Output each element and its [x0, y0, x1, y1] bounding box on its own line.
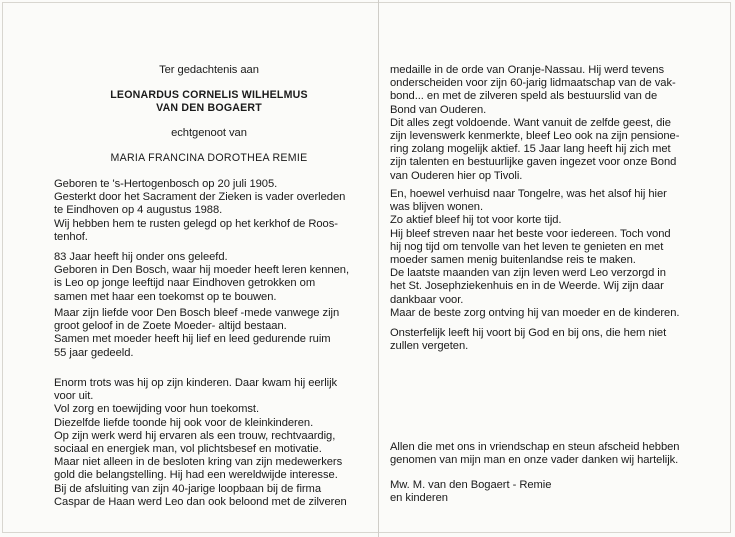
text-line: onderscheiden voor zijn 60-jarig lidmaatschap van de vak- — [390, 77, 676, 90]
text-line: Bond van Ouderen. — [390, 103, 487, 116]
text-line: gold die belangstelling. Hij had een wereldwijde interesse. — [54, 469, 338, 482]
text-line: Dit alles zegt voldoende. Want vanuit de zelfde geest, die — [390, 116, 671, 129]
text-line: Geboren te 's-Hertogenbosch op 20 juli 1905. — [54, 178, 278, 190]
text-line: 83 Jaar heeft hij onder ons geleefd. — [54, 251, 228, 263]
text-line: Maar zijn liefde voor Den Bosch bleef -mede vanwege zijn — [54, 307, 340, 319]
intro-text: Ter gedachtenis aan — [159, 64, 259, 76]
text-line: het St. Josephziekenhuis en in de Weerde. Wij zijn daar — [390, 280, 664, 293]
text-line: zullen vergeten. — [390, 340, 469, 353]
text-line: voor uit. — [54, 390, 94, 403]
text-line: zijn talenten en bestuurlijke gaven ingezet voor onze Bond — [390, 156, 677, 169]
paragraph-family-work — [54, 377, 364, 509]
text-line: hij nog tijd om tenvolle van het leven te genieten en met — [390, 240, 664, 253]
text-line: medaille in de orde van Oranje-Nassau. Hij werd tevens — [390, 64, 665, 76]
paragraph-closing — [390, 327, 718, 353]
text-line: moeder samen menig buitenlandse reis te maken. — [390, 254, 636, 267]
text-line: samen met haar een toekomst op te bouwen. — [54, 290, 277, 303]
text-line: is Leo op jonge leeftijd naar Eindhoven getrokken om — [54, 277, 316, 290]
text-line: Gesterkt door het Sacrament der Zieken is vader overleden — [54, 191, 346, 204]
text-line: Maar de beste zorg ontving hij van moeder en de kinderen. — [390, 306, 680, 319]
deceased-name-line1: LEONARDUS CORNELIS WILHELMUS — [110, 89, 308, 101]
text-line: te Eindhoven op 4 augustus 1988. — [54, 204, 223, 217]
signature — [390, 479, 718, 505]
text-line: Op zijn werk werd hij ervaren als een trouw, rechtvaardig, — [54, 429, 336, 442]
signature-name: Mw. M. van den Bogaert - Remie — [390, 479, 552, 491]
spouse-name: MARIA FRANCINA DOROTHEA REMIE — [110, 152, 308, 164]
text-line: was blijven wonen. — [390, 201, 484, 214]
text-line: En, hoewel verhuisd naar Tongelre, was het alsof hij hier — [390, 188, 667, 200]
text-line: De laatste maanden van zijn leven werd Leo verzorgd in — [390, 267, 666, 280]
text-line: Allen die met ons in vriendschap en steun afscheid hebben — [390, 441, 680, 453]
text-line: Zo aktief bleef hij tot voor korte tijd. — [390, 214, 562, 227]
paragraph-birth-death — [54, 178, 364, 244]
text-line: genomen van mijn man en onze vader danken wij hartelijk. — [390, 454, 679, 467]
text-line: 55 jaar gedeeld. — [54, 346, 134, 359]
text-line: Caspar de Haan werd Leo dan ook beloond met de zilveren — [54, 495, 347, 508]
card-fold-line — [378, 0, 379, 537]
text-line: Wij hebben hem te rusten gelegd op het kerkhof de Roos- — [54, 217, 338, 230]
paragraph-honours — [390, 64, 718, 183]
text-line: Hij bleef streven naar het beste voor iedereen. Toch vond — [390, 227, 671, 240]
spouse-intro: echtgenoot van — [171, 127, 247, 139]
text-line: Onsterfelijk leeft hij voort bij God en bij ons, die hem niet — [390, 327, 667, 339]
signature-family: en kinderen — [390, 492, 448, 505]
text-line: Maar niet alleen in de besloten kring van zijn medewerkers — [54, 456, 343, 469]
text-line: sociaal en energiek man, vol plichtsbesef en motivatie. — [54, 443, 322, 456]
deceased-name-line2: VAN DEN BOGAERT — [156, 102, 262, 114]
thanks-note — [390, 441, 718, 467]
text-line: Vol zorg en toewijding voor hun toekomst. — [54, 403, 260, 416]
text-line: Diezelfde liefde toonde hij ook voor de kleinkinderen. — [54, 416, 314, 429]
paragraph-later-life — [390, 188, 718, 320]
text-line: Geboren in Den Bosch, waar hij moeder heeft leren kennen, — [54, 264, 350, 277]
text-line: bond... en met de zilveren speld als bestuurslid van de — [390, 90, 658, 103]
text-line: dankbaar voor. — [390, 293, 464, 306]
paragraph-den-bosch — [54, 307, 364, 360]
text-line: zijn levenswerk kenmerkte, bleef Leo ook na zijn pensione- — [390, 130, 680, 143]
text-line: Samen met moeder heeft hij lief en leed gedurende ruim — [54, 333, 331, 346]
text-line: Enorm trots was hij op zijn kinderen. Daar kwam hij eerlijk — [54, 377, 338, 389]
text-line: Bij de afsluiting van zijn 40-jarige loopbaan bij de firma — [54, 482, 321, 495]
paragraph-life — [54, 251, 364, 304]
text-line: groot geloof in de Zoete Moeder- altijd bestaan. — [54, 320, 287, 333]
text-line: van Ouderen hier op Tivoli. — [390, 169, 523, 182]
text-line: ring zolang mogelijk aktief. 15 Jaar lang heeft hij zich met — [390, 143, 671, 156]
text-line: tenhof. — [54, 230, 88, 243]
